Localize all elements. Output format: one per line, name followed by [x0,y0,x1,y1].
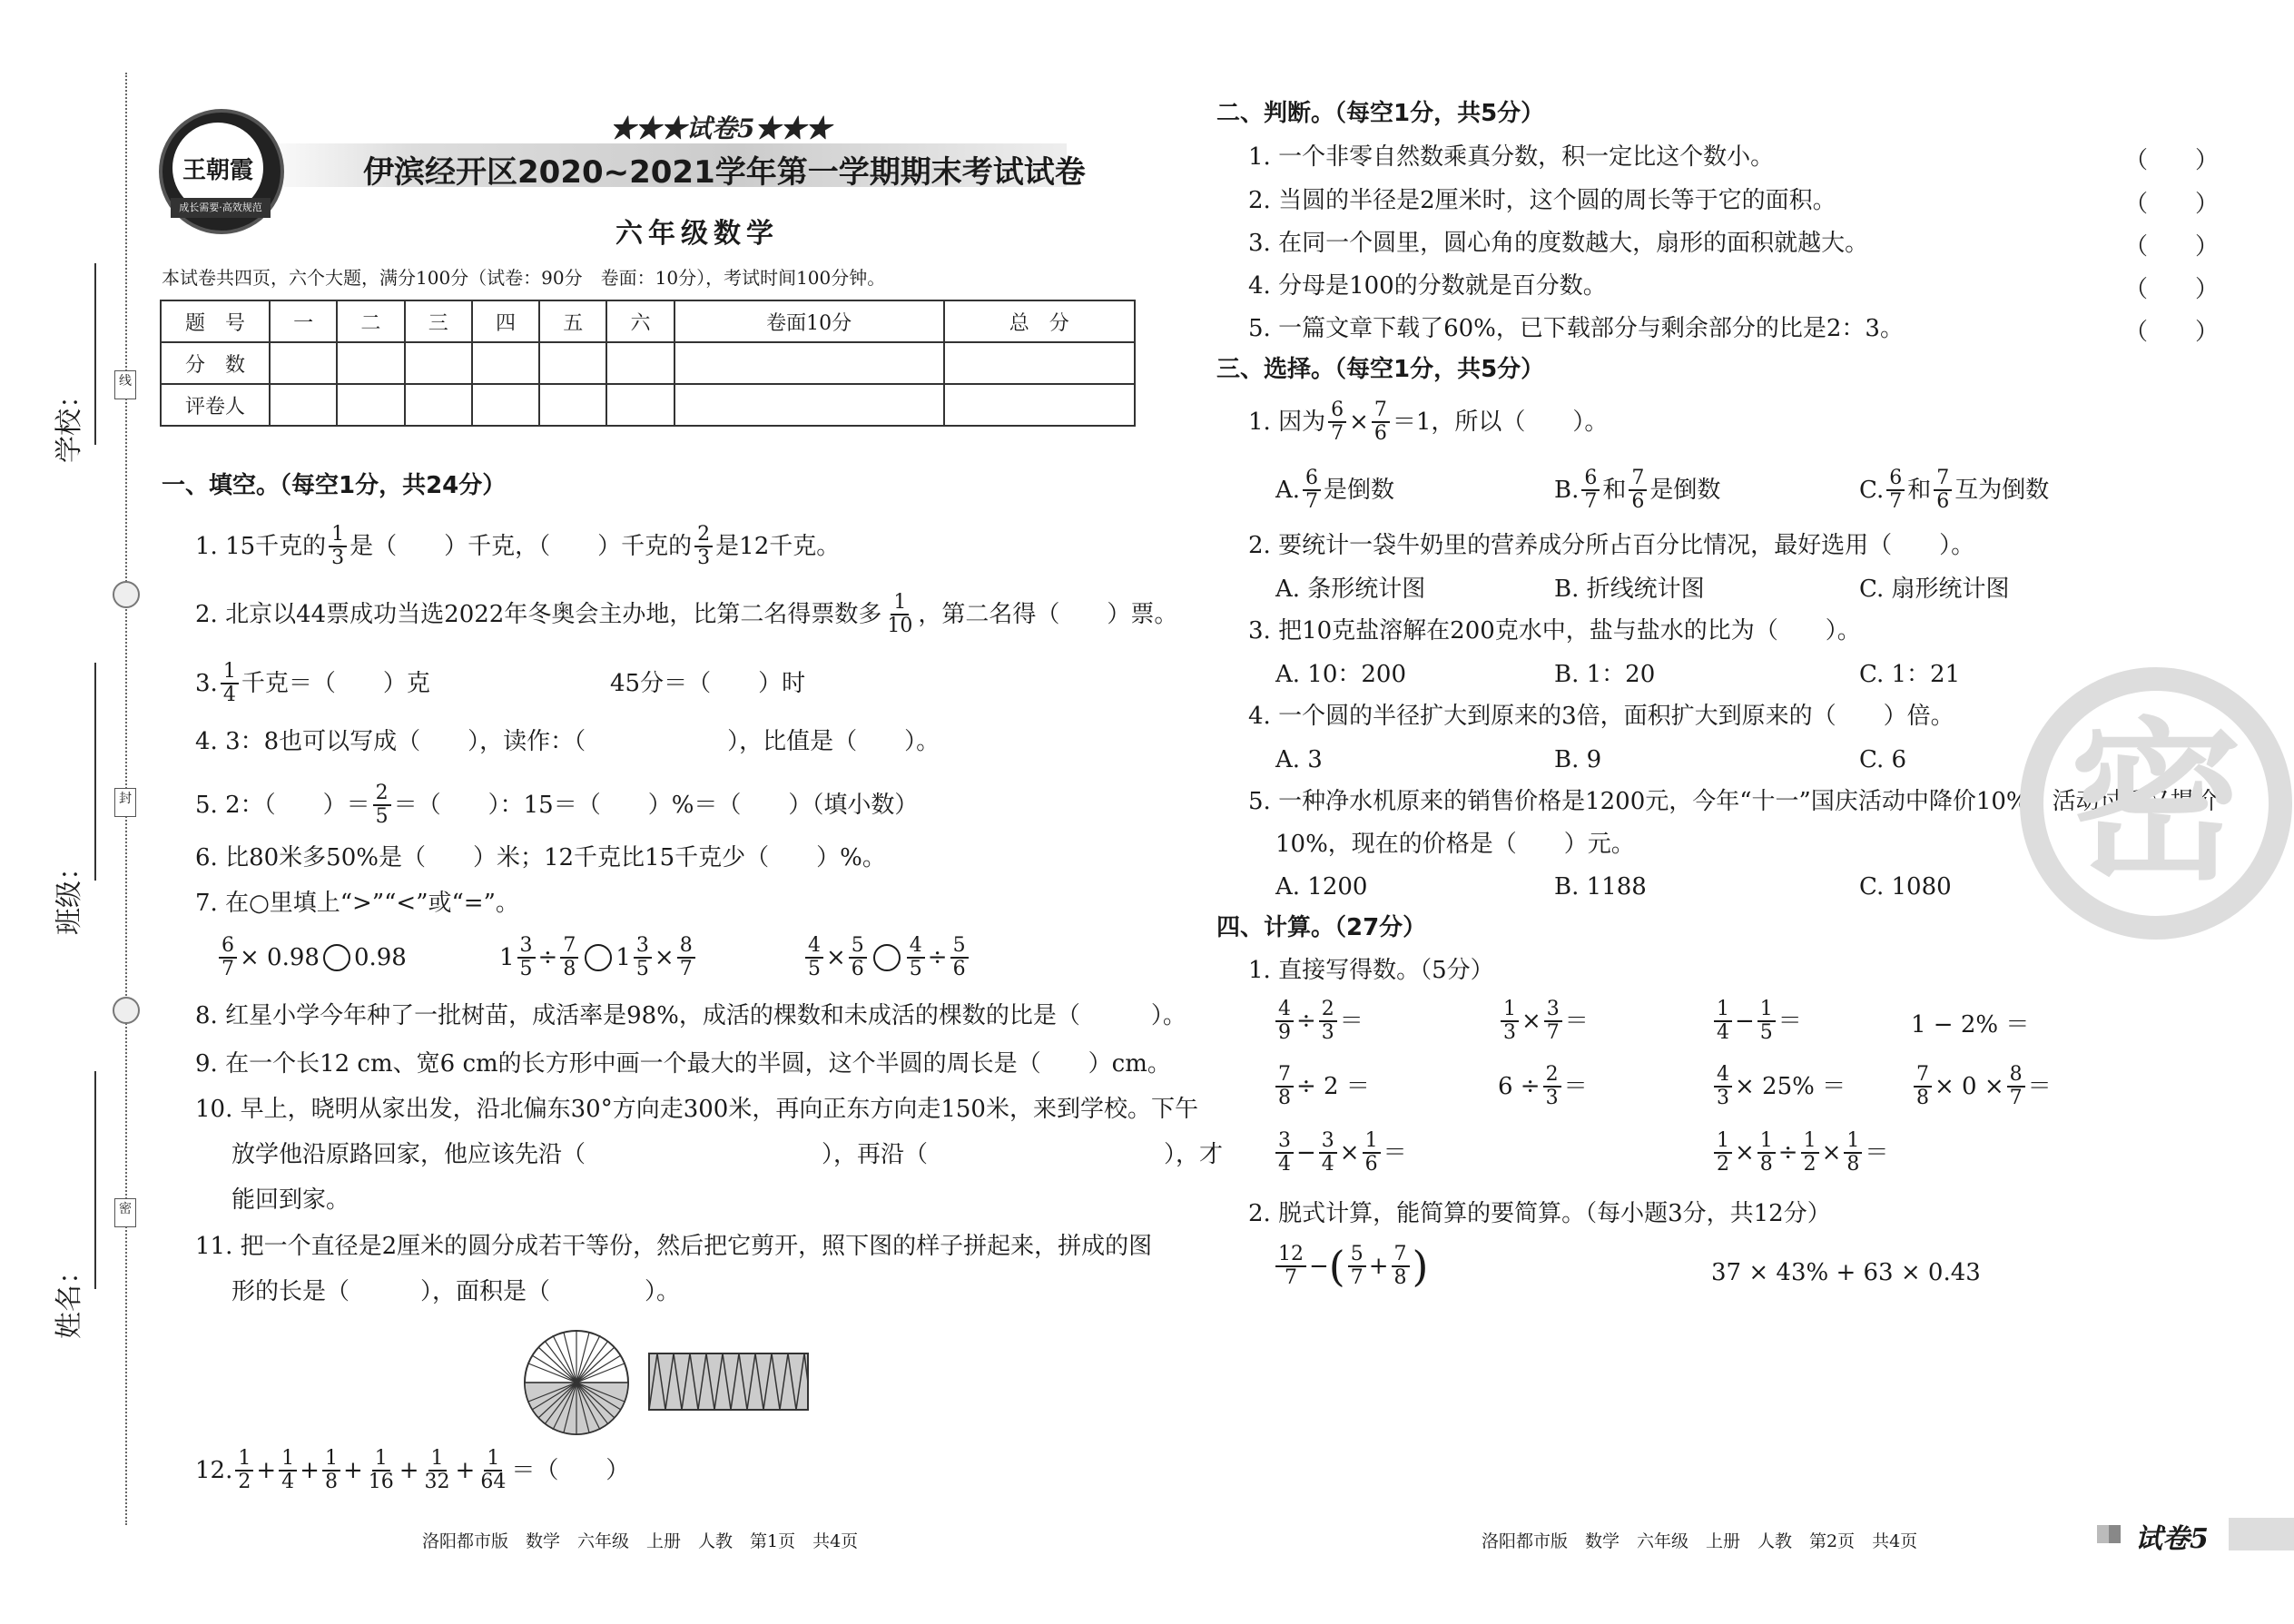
fraction: 1 3 [329,524,347,569]
score-cell[interactable] [405,342,472,384]
choice-2-opt-a[interactable]: A. 条形统计图 [1275,576,1426,603]
score-header: 题 号 [161,300,270,342]
score-header: 卷面10分 [674,300,944,342]
calc-item: 6 ÷ $\frac{2}{3}$ ＝ [1498,1063,1588,1109]
choice-4: 4. 一个圆的半径扩大到原来的3倍，面积扩大到原来的（ ）倍。 [1248,703,1954,730]
series-label: ★★★试卷5★★★ [610,113,832,143]
calc-step-2: 37 × 43% + 63 × 0.43 [1711,1259,1981,1286]
score-cell[interactable] [270,342,337,384]
score-cell[interactable] [606,342,674,384]
fraction: $\frac{1}{8}$ [322,1448,340,1493]
q1-4: 4. 3：8也可以写成（ ），读作：（ ），比值是（ ）。 [195,728,940,755]
fraction: $\frac{1}{64}$ [480,1447,507,1493]
choice-5a: 5. 一种净水机原来的销售价格是1200元，今年“十一”国庆活动中降价10%，活动过后又提价 [1248,788,2218,815]
score-cell[interactable] [674,342,944,384]
q1-6: 6. 比80米多50%是（ ）米；12千克比15千克少（ ）%。 [195,844,886,871]
score-cell[interactable] [270,384,337,426]
logo-ribbon: 成长需要·高效规范 [171,198,271,218]
score-cell[interactable] [337,342,404,384]
class-line [94,663,96,881]
seal-mark-seal: 封 [114,788,136,817]
choice-1: 1. 因为 $\frac{6}{7}$ × $\frac{7}{6}$ ＝1，所以（ ）。 [1248,399,1609,445]
score-row-label: 分 数 [161,342,270,384]
choice-4-opt-a[interactable]: A. 3 [1275,746,1323,773]
score-cell[interactable] [337,384,404,426]
calc-item: 1 − 2% ＝ [1911,1011,2030,1038]
score-header: 五 [539,300,606,342]
q1-10c: 能回到家。 [231,1186,350,1214]
q1-7a: $\frac{6}{7}$ × 0.98 0.98 [216,935,407,980]
q1-10a: 10. 早上，晓明从家出发，沿北偏东30°方向走300米，再向正东方向走150米，来到学校。下午 [195,1096,1198,1123]
calc-item: $\frac{1}{3}$ × $\frac{3}{7}$ ＝ [1498,999,1589,1044]
fraction: $\frac{6}{7}$ [219,935,237,980]
fraction: $\frac{5}{6}$ [849,935,867,980]
fraction: 2 5 [373,782,391,828]
choice-3: 3. 把10克盐溶解在200克水中，盐与盐水的比为（ ）。 [1248,617,1861,645]
choice-1-opt-b[interactable]: B. 6 7 和 7 6 是倒数 [1554,467,1721,513]
judge-blank[interactable]: （ ） [2124,191,2220,218]
q1-7c: $\frac{4}{5}$ × $\frac{5}{6}$ $\frac{4}{5}$ ÷ $\frac{5}{6}$ [802,935,971,980]
judge-blank[interactable]: （ ） [2124,319,2220,346]
choice-2: 2. 要统计一袋牛奶里的营养成分所占百分比情况，最好选用（ ）。 [1248,532,1975,559]
exam-title: 伊滨经开区2020~2021学年第一学期期末考试试卷 [363,154,1086,191]
fraction: $\frac{7}{8}$ [560,935,578,980]
seal-mark-secret: 密 [114,1198,136,1227]
fraction: 2 3 [694,524,713,569]
school-label: 学校： [54,381,85,463]
choice-2-opt-c[interactable]: C. 扇形统计图 [1859,576,2010,603]
q1-2: 2. 北京以44票成功当选2022年冬奥会主办地，比第二名得票数多 1 10 ，第二名得（ ）票。 [195,591,1178,637]
score-table [160,300,1136,427]
score-cell[interactable] [539,384,606,426]
compare-circle[interactable] [323,944,350,971]
calc-sub2: 2. 脱式计算，能简算的要简算。（每小题3分，共12分） [1248,1200,1831,1227]
seal-mark-line: 线 [114,370,136,399]
fraction: 1 2 [235,1448,253,1493]
q1-11b: 形的长是（ ），面积是（ ）。 [231,1278,681,1305]
section1-title: 一、填空。（每空1分，共24分） [162,472,507,499]
score-cell[interactable] [472,384,539,426]
fraction: 6 7 [1581,468,1600,513]
circle-figure [522,1328,812,1437]
choice-1-opt-c[interactable]: C. 6 7 和 7 6 互为倒数 [1859,467,2050,513]
calc-sub1: 1. 直接写得数。（5分） [1248,957,1494,984]
section4-title: 四、计算。（27分） [1216,914,1427,941]
fraction: 6 7 [1303,468,1321,513]
page-tag: 试卷5 [2135,1523,2209,1555]
judge-blank[interactable]: （ ） [2124,147,2220,174]
score-cell[interactable] [405,384,472,426]
calc-item: $\frac{4}{3}$ × 25% ＝ [1711,1064,1846,1109]
footer-right: 洛阳都市版 数学 六年级 上册 人教 第2页 共4页 [1482,1531,1918,1551]
calc-item: $\frac{4}{9}$ ÷ $\frac{2}{3}$ ＝ [1273,999,1364,1044]
score-row-label: 评卷人 [161,384,270,426]
score-header: 二 [337,300,404,342]
fraction: $\frac{3}{5}$ [517,935,536,980]
score-header: 六 [606,300,674,342]
choice-5-opt-b[interactable]: B. 1188 [1554,873,1647,901]
calc-item: $\frac{1}{2}$ × $\frac{1}{8}$ ÷ $\frac{1}{2}$ × $\frac{1}{8}$ ＝ [1711,1130,1888,1176]
score-cell[interactable] [606,384,674,426]
fraction: $\frac{5}{6}$ [950,935,969,980]
calc-item: $\frac{7}{8}$ × 0 × $\frac{8}{7}$ ＝ [1911,1064,2052,1109]
fraction: 1 4 [221,661,239,706]
section2-title: 二、判断。（每空1分，共5分） [1216,100,1545,127]
page-tag-band [2229,1518,2294,1550]
name-label: 姓名： [54,1257,85,1339]
page-tag-decor [2097,1525,2121,1543]
fraction: $\frac{4}{5}$ [907,935,925,980]
name-line [94,1071,96,1289]
calc-item: 3 4 − $\frac{3}{4}$ × $\frac{1}{6}$ ＝ [1273,1130,1407,1176]
class-label: 班级： [54,853,85,935]
judge-item: 2. 当圆的半径是2厘米时，这个圆的周长等于它的面积。 [1248,187,1836,214]
score-cell[interactable] [539,342,606,384]
choice-1-opt-a[interactable]: A. 6 7 是倒数 [1275,467,1395,513]
fraction: $\frac{1}{4}$ [279,1448,297,1493]
choice-4-opt-b[interactable]: B. 9 [1554,746,1602,773]
secret-stamp [2020,667,2292,940]
score-cell[interactable] [944,342,1135,384]
judge-item: 5. 一篇文章下载了60%，已下载部分与剩余部分的比是2：3。 [1248,315,1904,342]
score-cell[interactable] [674,384,944,426]
fraction: $\frac{1}{32}$ [424,1447,450,1493]
fraction: 6 7 [1886,468,1905,513]
fraction: 7 6 [1629,468,1647,513]
section3-title: 三、选择。（每空1分，共5分） [1216,356,1545,383]
judge-item: 4. 分母是100的分数就是百分数。 [1248,272,1607,300]
q1-3b: 45分＝（ ）时 [610,670,806,697]
judge-item: 1. 一个非零自然数乘真分数，积一定比这个数小。 [1248,143,1775,171]
logo-text: 王朝霞 [182,156,253,184]
judge-blank[interactable]: （ ） [2124,276,2220,303]
exam-note: 本试卷共四页，六个大题，满分100分（试卷：90分 卷面：10分），考试时间100分钟。 [162,267,886,289]
stamp-text: 密 [2069,703,2242,903]
compare-circle[interactable] [873,944,901,971]
subject-title: 六年级数学 [615,218,779,250]
fraction: $\frac{8}{7}$ [677,935,695,980]
fraction: $\frac{1}{16}$ [368,1447,394,1493]
binding-dot-icon [113,581,140,608]
choice-3-opt-a[interactable]: A. 10：200 [1275,661,1407,688]
judge-item: 3. 在同一个圆里，圆心角的度数越大，扇形的面积就越大。 [1248,230,1869,257]
choice-3-opt-b[interactable]: B. 1：20 [1554,661,1656,688]
calc-step-1: 12 7 − ( 5 7 + $\frac{7}{8}$ ) [1273,1244,1429,1289]
calc-item: $\frac{7}{8}$ ÷ 2 ＝ [1273,1064,1370,1109]
score-header: 三 [405,300,472,342]
q1-8: 8. 红星小学今年种了一批树苗，成活率是98%，成活的棵数和未成活的棵数的比是（ ）。 [195,1002,1186,1029]
choice-4-opt-c[interactable]: C. 6 [1859,746,1907,773]
q1-12: 12. 1 2 + $\frac{1}{4}$ + $\frac{1}{8}$ + $\frac{1}{16}$ + $\frac{1}{32}$ + $\frac{1}{64}$ ＝（ ） [195,1447,630,1493]
q1-5: 5. 2：（ ）＝ 2 5 ＝（ ）：15＝（ ）%＝（ ）（填小数） [195,782,919,828]
choice-2-opt-b[interactable]: B. 折线统计图 [1554,576,1705,603]
fraction: 1 10 [887,591,913,637]
q1-10b: 放学他沿原路回家，他应该先沿（ ），再沿（ ），才 [231,1141,1224,1168]
score-header: 四 [472,300,539,342]
compare-circle[interactable] [585,944,612,971]
score-cell[interactable] [472,342,539,384]
score-header: 总 分 [944,300,1135,342]
fraction: 7 6 [1934,468,1952,513]
choice-5-opt-c[interactable]: C. 1080 [1859,873,1952,901]
judge-blank[interactable]: （ ） [2124,233,2220,261]
choice-3-opt-c[interactable]: C. 1：21 [1859,661,1961,688]
binding-dot-icon [113,997,140,1024]
choice-5-opt-a[interactable]: A. 1200 [1275,873,1368,901]
q1-3: 3. 1 4 千克＝（ ）克 [195,660,430,706]
footer-left: 洛阳都市版 数学 六年级 上册 人教 第1页 共4页 [422,1531,859,1551]
calc-item: 1 4 − $\frac{1}{5}$ ＝ [1711,999,1802,1044]
q1-11a: 11. 把一个直径是2厘米的圆分成若干等份，然后把它剪开，照下图的样子拼起来，拼成的图 [195,1233,1153,1260]
fraction: $\frac{4}{5}$ [805,935,823,980]
fraction: $\frac{6}{7}$ [1328,399,1346,445]
fraction: $\frac{3}{5}$ [634,935,652,980]
school-line [94,263,96,445]
q1-7: 7. 在○里填上“>”“<”或“=”。 [195,890,519,917]
q1-7b: 1 $\frac{3}{5}$ ÷ $\frac{7}{8}$ 1 $\frac{3}{5}$ × $\frac{8}{7}$ [499,935,698,980]
score-cell[interactable] [944,384,1135,426]
score-header: 一 [270,300,337,342]
q1-9: 9. 在一个长12 cm、宽6 cm的长方形中画一个最大的半圆，这个半圆的周长是（ ）cm。 [195,1050,1171,1078]
choice-5b: 10%，现在的价格是（ ）元。 [1275,831,1635,858]
fraction: $\frac{7}{6}$ [1372,399,1390,445]
q1-1: 1. 15千克的 1 3 是（ ）千克，（ ）千克的 2 3 是12千克。 [195,523,841,569]
